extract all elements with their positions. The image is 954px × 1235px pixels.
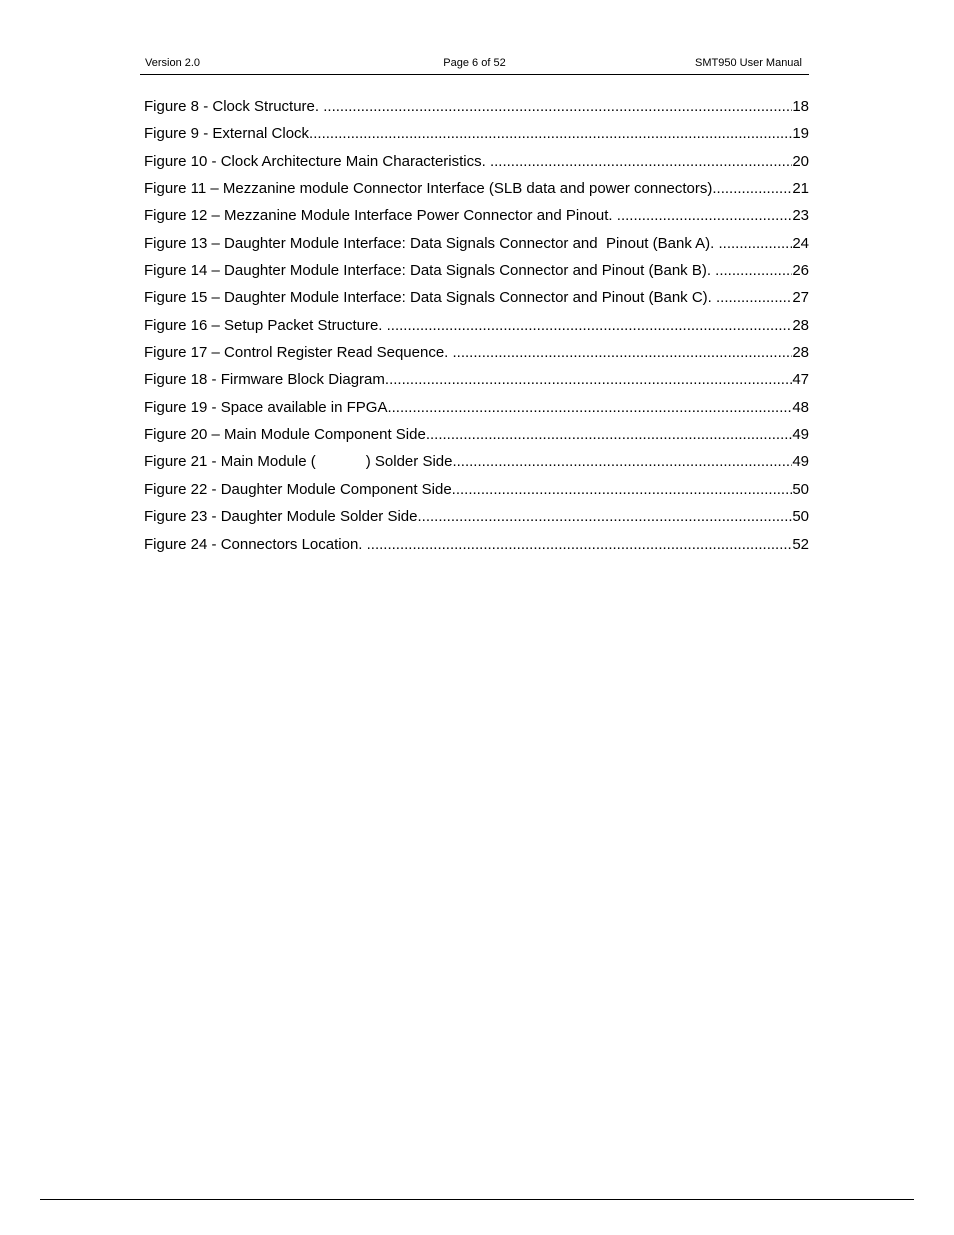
toc-entry-title: Figure 23 - Daughter Module Solder Side. (144, 508, 422, 526)
toc-entry-page: 20 (792, 152, 809, 170)
toc-dot-leader (717, 178, 793, 200)
toc-entry[interactable] (144, 534, 809, 561)
header-page-number: Page 6 of 52 (443, 57, 506, 69)
toc-dot-leader (617, 205, 793, 227)
toc-entry-title: Figure 8 - Clock Structure. (144, 98, 324, 115)
toc-entry[interactable] (144, 451, 809, 478)
toc-entry-title: Figure 18 - Firmware Block Diagram. (144, 371, 390, 389)
toc-entry-page: 19 (792, 125, 809, 143)
toc-entry[interactable] (144, 96, 809, 123)
toc-entry-title: Figure 15 – Daughter Module Interface: Data Signals Connector and Pinout (Bank C). (144, 289, 716, 307)
toc-entry-page: 24 (792, 234, 809, 252)
toc-dot-leader (456, 479, 792, 501)
toc-entry-title: Figure 14 – Daughter Module Interface: Data Signals Connector and Pinout (Bank B). (144, 262, 716, 280)
toc-entry-page: 28 (792, 344, 809, 362)
toc-entry-title: Figure 13 – Daughter Module Interface: Data Signals Connector and Pinout (Bank A). (144, 234, 719, 252)
header-manual-title: SMT950 User Manual (695, 57, 802, 69)
toc-entry-page: 18 (792, 98, 809, 115)
toc-dot-leader (387, 397, 792, 419)
toc-entry-page: 52 (792, 535, 809, 553)
toc-entry-title: Figure 24 - Connectors Location. (144, 535, 367, 553)
footer-rule (40, 1199, 914, 1200)
header-version: Version 2.0 (145, 57, 201, 69)
toc-entry-title: Figure 20 – Main Module Component Side. (144, 426, 430, 444)
toc-dot-leader (430, 424, 792, 446)
toc-dot-leader (453, 342, 793, 364)
toc-dot-leader (422, 506, 793, 528)
toc-entry[interactable] (144, 205, 809, 232)
toc-entry-title: Figure 19 - Space available in FPGA (144, 398, 388, 416)
toc-entry[interactable] (144, 287, 809, 314)
toc-entry-page: 26 (792, 262, 809, 280)
toc-entry-page: 50 (792, 508, 809, 526)
toc-dot-leader (323, 96, 792, 118)
toc-entry-title: Figure 10 - Clock Architecture Main Characteristics. (144, 152, 490, 170)
toc-entry[interactable] (144, 260, 809, 287)
toc-entry-page: 27 (792, 289, 809, 307)
toc-entry[interactable] (144, 424, 809, 451)
toc-entry-page: 23 (792, 207, 809, 225)
list-of-figures (144, 96, 809, 561)
toc-entry-page: 49 (792, 453, 809, 471)
toc-entry-page: 48 (792, 398, 809, 416)
toc-entry-title: Figure 17 – Control Register Read Sequence. (144, 344, 453, 362)
toc-dot-leader (490, 151, 792, 173)
toc-entry[interactable] (144, 506, 809, 533)
toc-entry[interactable] (144, 369, 809, 396)
toc-entry[interactable] (144, 151, 809, 178)
toc-dot-leader (715, 260, 792, 282)
toc-entry-title: Figure 21 - Main Module ( ) Solder Side. (144, 453, 457, 471)
toc-dot-leader (387, 315, 793, 337)
toc-entry-page: 28 (792, 316, 809, 334)
toc-dot-leader (367, 534, 793, 556)
toc-entry-title: Figure 22 - Daughter Module Component Side. (144, 480, 456, 498)
toc-dot-leader (389, 369, 792, 391)
toc-dot-leader (719, 233, 793, 255)
toc-entry[interactable] (144, 342, 809, 369)
page-header (140, 57, 809, 75)
toc-entry[interactable] (144, 178, 809, 205)
toc-entry-title: Figure 11 – Mezzanine module Connector Interface (SLB data and power connectors). (144, 180, 717, 198)
toc-entry-page: 21 (792, 180, 809, 198)
toc-entry[interactable] (144, 315, 809, 342)
toc-entry[interactable] (144, 123, 809, 150)
toc-entry-page: 49 (792, 426, 809, 444)
toc-dot-leader (457, 451, 793, 473)
toc-entry-title: Figure 12 – Mezzanine Module Interface Power Connector and Pinout. (144, 207, 617, 225)
toc-dot-leader (716, 287, 792, 309)
toc-entry[interactable] (144, 233, 809, 260)
toc-entry[interactable] (144, 397, 809, 424)
toc-entry-title: Figure 16 – Setup Packet Structure. (144, 316, 387, 334)
toc-dot-leader (313, 123, 792, 145)
toc-entry-page: 50 (792, 480, 809, 498)
toc-entry-title: Figure 9 - External Clock. (144, 125, 314, 143)
toc-entry[interactable] (144, 479, 809, 506)
toc-entry-page: 47 (792, 371, 809, 389)
